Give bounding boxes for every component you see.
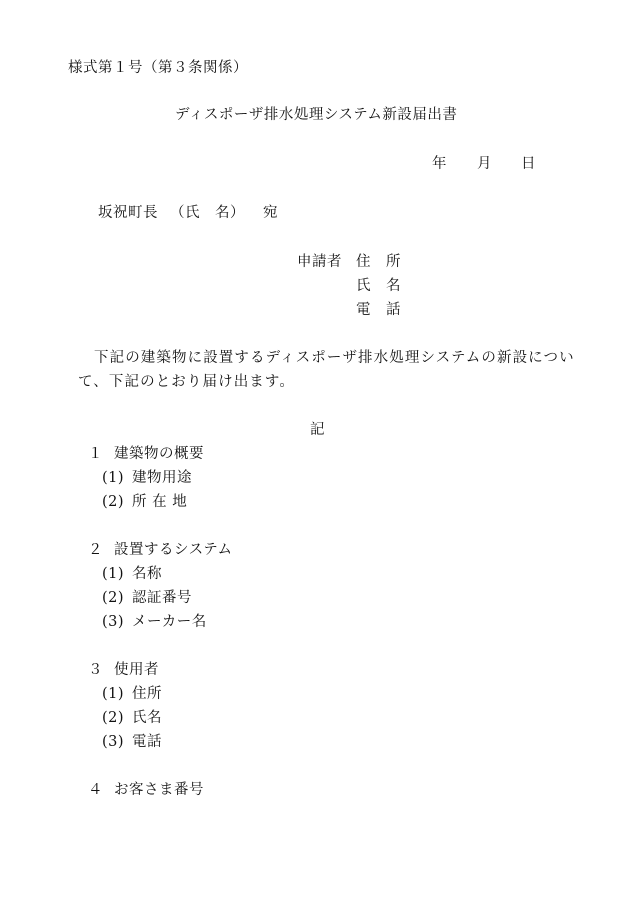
section-item: (2) 氏名 xyxy=(102,710,162,726)
date-day: 日 xyxy=(521,156,536,172)
section-heading: ３ 使用者 xyxy=(88,662,159,678)
intro-line-1: 下記の建築物に設置するディスポーザ排水処理システムの新設につい xyxy=(94,350,575,366)
section-item: (3) 電話 xyxy=(102,734,162,750)
section-item: (2) 所 在 地 xyxy=(102,494,188,510)
addressee-name: （氏 名） xyxy=(170,205,245,221)
intro-line-2: て、下記のとおり届け出ます。 xyxy=(78,374,295,390)
section-heading: ４ お客さま番号 xyxy=(88,782,204,798)
applicant-label: 申請者 xyxy=(297,254,342,270)
applicant-name: 氏 名 xyxy=(356,278,401,294)
applicant-address: 住 所 xyxy=(356,254,401,270)
addressee-honorific: 宛 xyxy=(263,205,278,221)
section-heading: １ 建築物の概要 xyxy=(88,446,204,462)
section-item: (1) 住所 xyxy=(102,686,162,702)
section-heading: ２ 設置するシステム xyxy=(88,542,233,558)
form-label: 様式第１号（第３条関係） xyxy=(68,60,248,76)
ki-label: 記 xyxy=(310,422,325,438)
section-item: (2) 認証番号 xyxy=(102,590,192,606)
section-item: (1) 名称 xyxy=(102,566,162,582)
section-item: (1) 建物用途 xyxy=(102,470,192,486)
applicant-phone: 電 話 xyxy=(356,302,401,318)
addressee-mayor: 坂祝町長 xyxy=(98,205,158,221)
date-year: 年 xyxy=(432,156,447,172)
date-month: 月 xyxy=(477,156,492,172)
document-title: ディスポーザ排水処理システム新設届出書 xyxy=(175,107,458,123)
section-item: (3) メーカー名 xyxy=(102,614,207,630)
